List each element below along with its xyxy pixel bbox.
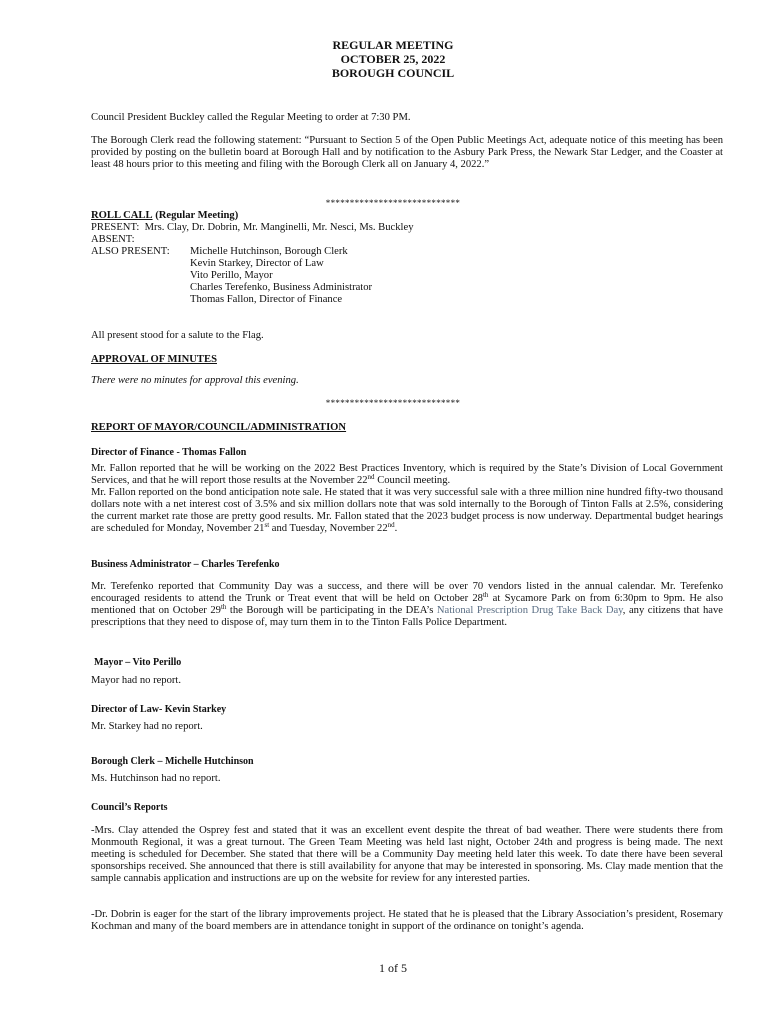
report-heading: REPORT OF MAYOR/COUNCIL/ADMINISTRATION xyxy=(91,422,347,433)
drug-take-back-link[interactable]: National Prescription Drug Take Back Day xyxy=(436,605,623,616)
minutes-text: There were no minutes for approval this evening. xyxy=(91,375,299,386)
council-reports-heading: Council’s Reports xyxy=(91,802,168,813)
mayor-report: Mayor had no report. xyxy=(91,675,182,686)
title-line-date: OCTOBER 25, 2022 xyxy=(340,52,446,66)
flag-salute: All present stood for a salute to the Flag. xyxy=(91,330,264,341)
title-line-body: BOROUGH COUNCIL xyxy=(331,66,455,80)
clerk-statement: The Borough Clerk read the following statement: “Pursuant to Section 5 of the Open Public Meetings Act, adequate notice of this meeting has been provided by posting on the bulletin board at Borough Hall and by notification to the Asbury Park Press, the Newark Star Ledger, and the Coaster at least 48 hours prior to this meeting and filing with the Borough Clerk all on January 4, 2022.” xyxy=(91,135,723,170)
council-report-clay: -Mrs. Clay attended the Osprey fest and stated that it was an excellent event despite the threat of bad weather. There were students there from Monmouth Regional, it was a great turnout. The Green Team Meeting was held last night, October 24th and progress is being made. The next meeting is scheduled for December. She stated that there will be a Community Day meeting held later this week. To date there have been several sponsorships received. She announced that there is still availability for anyone that may be interested in sponsoring. Ms. Clay made mention that the sample cannabis application and instructions are up on the website for review for any interested parties. xyxy=(91,825,723,884)
finance-heading: Director of Finance - Thomas Fallon xyxy=(91,447,247,458)
also-present-item: Michelle Hutchinson, Borough Clerk xyxy=(190,246,348,257)
law-heading: Director of Law- Kevin Starkey xyxy=(91,704,227,715)
title-line-meeting: REGULAR MEETING xyxy=(332,38,454,52)
also-present-item: Vito Perillo, Mayor xyxy=(190,270,273,281)
admin-heading: Business Administrator – Charles Terefenko xyxy=(91,559,280,570)
admin-report: Mr. Terefenko reported that Community Day was a success, and there will be over 70 vendors listed in the annual calendar. Mr. Terefenko encouraged residents to attend the Trunk or Treat event that will be held on October 28th at Sycamore Park on from 6:30pm to 9pm. He also mentioned that on October 29th the Borough will be participating in the DEA’s National Prescription Drug Take Back Day, any citizens that have prescriptions that they need to dispose of, may turn them in to the Tinton Falls Police Department. xyxy=(91,581,724,628)
document-title xyxy=(0,38,770,80)
separator-1: **************************** xyxy=(325,198,461,208)
also-present-item: Charles Terefenko, Business Administrator xyxy=(190,282,373,293)
call-to-order: Council President Buckley called the Regular Meeting to order at 7:30 PM. xyxy=(91,112,411,123)
also-present-item: Thomas Fallon, Director of Finance xyxy=(190,294,343,305)
absent-line: ABSENT: xyxy=(91,234,135,245)
separator-2: **************************** xyxy=(325,398,461,408)
mayor-heading: Mayor – Vito Perillo xyxy=(94,657,182,668)
law-report: Mr. Starkey had no report. xyxy=(91,721,203,732)
also-present-item: Kevin Starkey, Director of Law xyxy=(190,258,324,269)
also-present-line: ALSO PRESENT: Michelle Hutchinson, Borough Clerk xyxy=(91,246,348,257)
roll-call-heading: ROLL CALL (Regular Meeting) xyxy=(91,210,239,221)
finance-report: Mr. Fallon reported that he will be working on the 2022 Best Practices Inventory, which is required by the State’s Division of Local Government Services, and that he will report those results at the November 22nd Council meeting. Mr. Fallon reported on the bond anticipation note sale. He stated that it was very successful sale with a three million nine hundred fifty-two thousand dollars note with a net interest cost of 3.5% and six million dollars note that was sold internally to the Borough of Tinton Falls at 2.5%, considering the current market rate those are pretty good results. Mr. Fallon stated that the 2023 budget process is now underway. Departmental budget hearings are scheduled for Monday, November 21st and Tuesday, November 22nd. xyxy=(91,463,723,534)
present-line: PRESENT: Mrs. Clay, Dr. Dobrin, Mr. Manginelli, Mr. Nesci, Ms. Buckley xyxy=(91,222,414,233)
page-number: 1 of 5 xyxy=(379,961,407,975)
clerk-report: Ms. Hutchinson had no report. xyxy=(91,773,221,784)
council-report-dobrin: -Dr. Dobrin is eager for the start of the library improvements project. He stated that he is pleased that the Library Association’s president, Rosemary Kochman and many of the board members are in attendance tonight in support of the ordinance on tonight’s agenda. xyxy=(91,909,723,932)
minutes-heading: APPROVAL OF MINUTES xyxy=(91,354,217,365)
clerk-heading: Borough Clerk – Michelle Hutchinson xyxy=(91,756,254,767)
roll-call-section xyxy=(91,210,723,306)
